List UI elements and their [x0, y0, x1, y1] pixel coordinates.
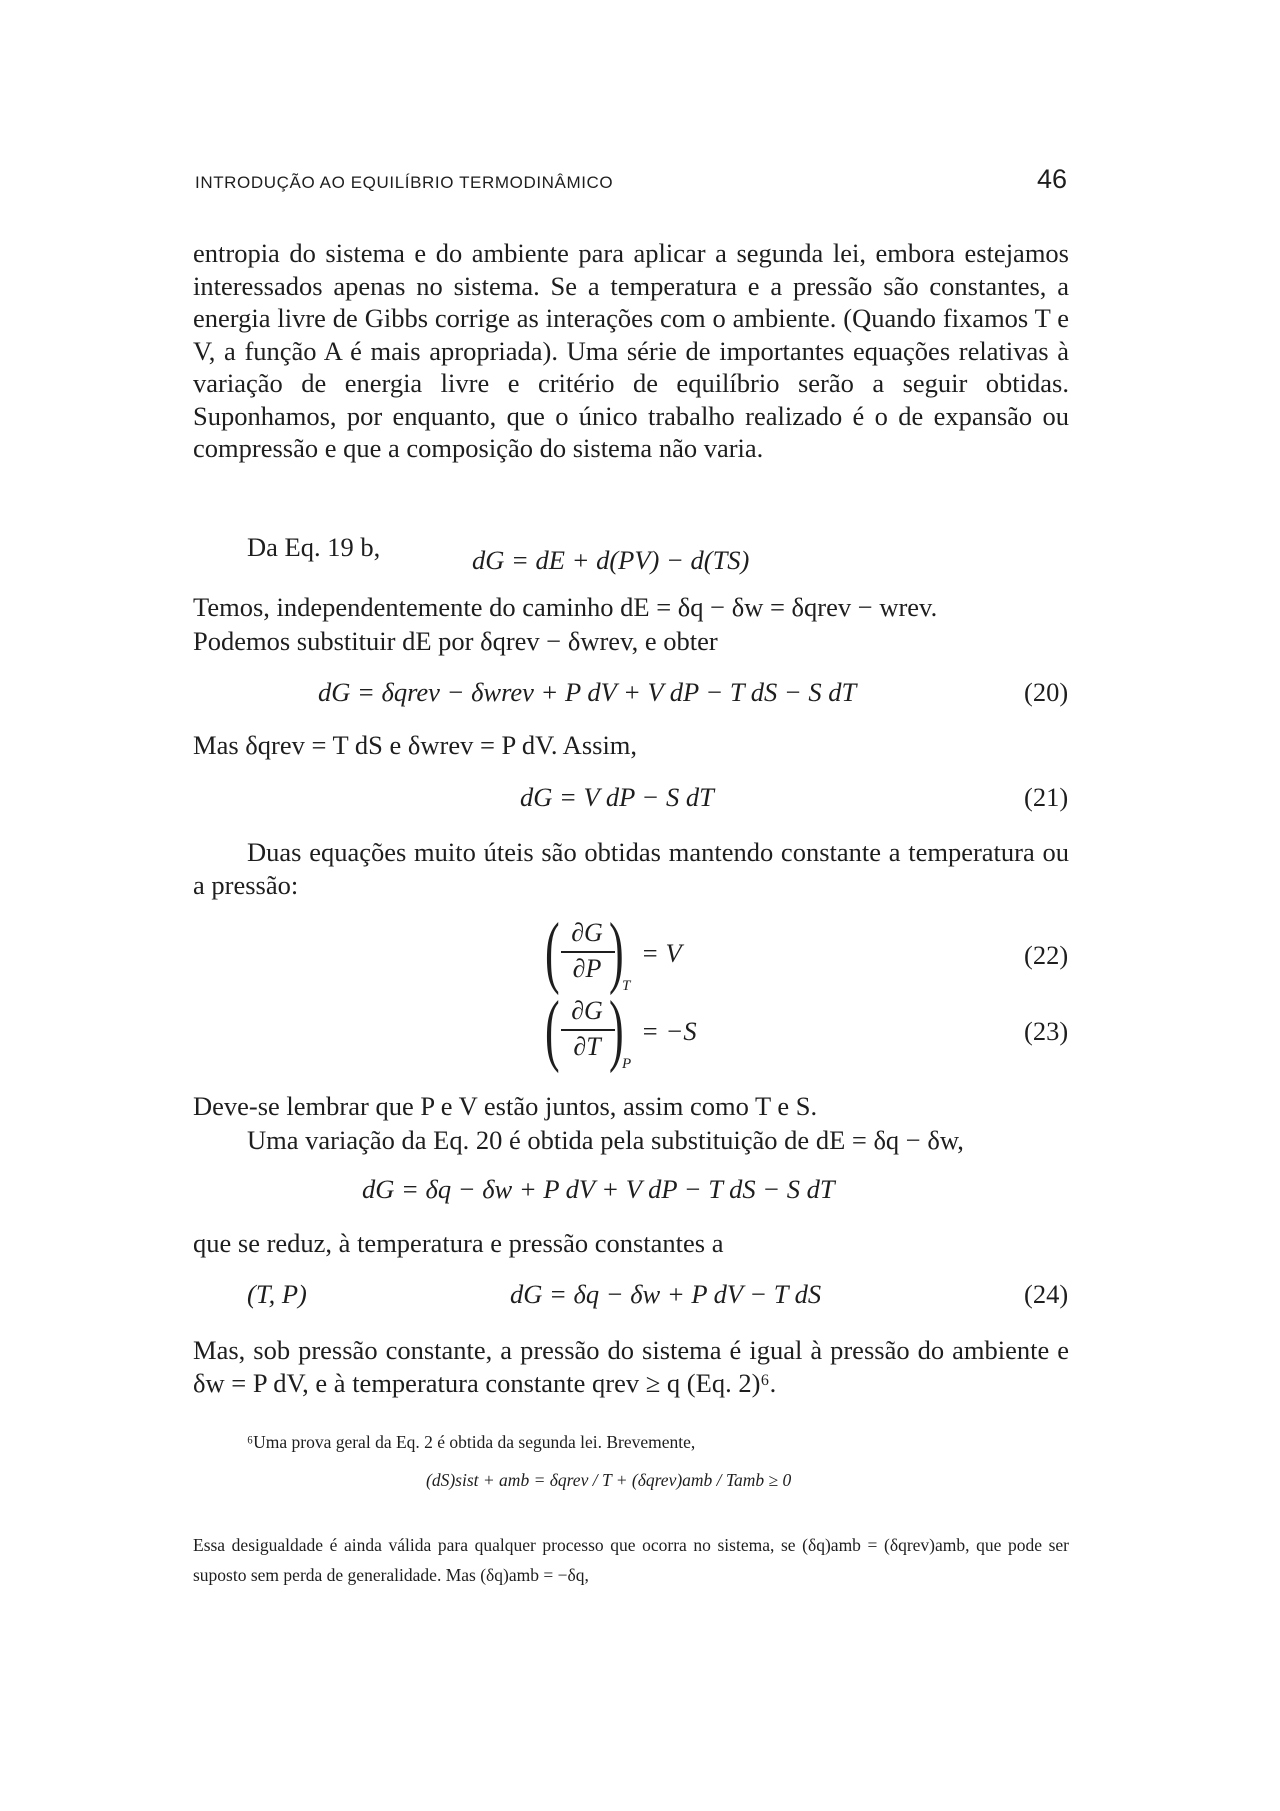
- line-deve: Deve-se lembrar que P e V estão juntos, assim como T e S.: [193, 1091, 818, 1121]
- footnote-intro: ⁶Uma prova geral da Eq. 2 é obtida da segunda lei. Brevemente,: [247, 1432, 696, 1452]
- equation-24: dG = δq − δw + P dV − T dS: [510, 1279, 822, 1309]
- eq23-rhs: = −S: [641, 1016, 697, 1046]
- line-uma: Uma variação da Eq. 20 é obtida pela substituição de dE = δq − δw,: [247, 1125, 964, 1155]
- equation-24-number: (24): [1024, 1279, 1069, 1309]
- equation-23: ( ∂G ∂T ) P = −S: [545, 986, 697, 1074]
- footnote-text: Essa desigualdade é ainda válida para qualquer processo que ocorra no sistema, se (δq)amb = (δqrev)amb, que pode ser suposto sem perda de generalidade. Mas (δq)amb = −δq,: [193, 1535, 1069, 1585]
- equation-23-number: (23): [1024, 1016, 1069, 1046]
- equation-24-condition: (T, P): [247, 1279, 307, 1309]
- line-da-eq: Da Eq. 19 b,: [247, 532, 381, 562]
- eq23-subscript: P: [622, 1056, 632, 1072]
- eq23-numerator: ∂G: [571, 996, 603, 1025]
- eq22-rhs: = V: [641, 938, 682, 968]
- equation-21: dG = V dP − S dT: [520, 782, 714, 812]
- page-number: 46: [1037, 164, 1068, 194]
- eq22-denominator: ∂P: [572, 954, 602, 983]
- equation-21-number: (21): [1024, 782, 1069, 812]
- equation-20: dG = δqrev − δwrev + P dV + V dP − T dS − S dT: [318, 677, 857, 707]
- eq23-denominator: ∂T: [573, 1032, 601, 1061]
- line-podemos: Podemos substituir dE por δqrev − δwrev, e obter: [193, 626, 718, 656]
- paragraph-1: entropia do sistema e do ambiente para aplicar a segunda lei, embora estejamos interessados apenas no sistema. Se a temperatura e a pressão são constantes, a energia livre de Gibbs corrige as interações com o ambiente. (Quando fixamos T e V, a função A é mais apropriada). Uma série de importantes equações relativas à variação de energia livre e critério de equilíbrio serão a seguir obtidas. Suponhamos, por enquanto, que o único trabalho realizado é o de expansão ou compressão e que a composição do sistema não varia.: [193, 238, 1069, 463]
- footnote-equation: (dS)sist + amb = δqrev / T + (δqrev)amb / Tamb ≥ 0: [426, 1470, 792, 1490]
- eq22-subscript: T: [622, 978, 631, 994]
- equation-19b: dG = dE + d(PV) − d(TS): [472, 545, 750, 575]
- equation-20-number: (20): [1024, 677, 1069, 707]
- equation-22-number: (22): [1024, 940, 1069, 970]
- paragraph-2: Duas equações muito úteis são obtidas mantendo constante a temperatura ou a pressão:: [193, 837, 1069, 900]
- running-head: INTRODUÇÃO AO EQUILÍBRIO TERMODINÂMICO: [195, 173, 614, 192]
- equation-mid: dG = δq − δw + P dV + V dP − T dS − S dT: [362, 1174, 835, 1204]
- line-mas: Mas δqrev = T dS e δwrev = P dV. Assim,: [193, 730, 638, 760]
- paragraph-3: Mas, sob pressão constante, a pressão do sistema é igual à pressão do ambiente e δw = P dV, e à temperatura constante qrev ≥ q (Eq. 2)⁶.: [193, 1335, 1069, 1398]
- equation-22: ( ∂G ∂P ) T = V: [545, 908, 682, 996]
- line-temos: Temos, independentemente do caminho dE = δq − δw = δqrev − wrev.: [193, 592, 938, 622]
- eq22-numerator: ∂G: [571, 918, 603, 947]
- line-que: que se reduz, à temperatura e pressão constantes a: [193, 1228, 724, 1258]
